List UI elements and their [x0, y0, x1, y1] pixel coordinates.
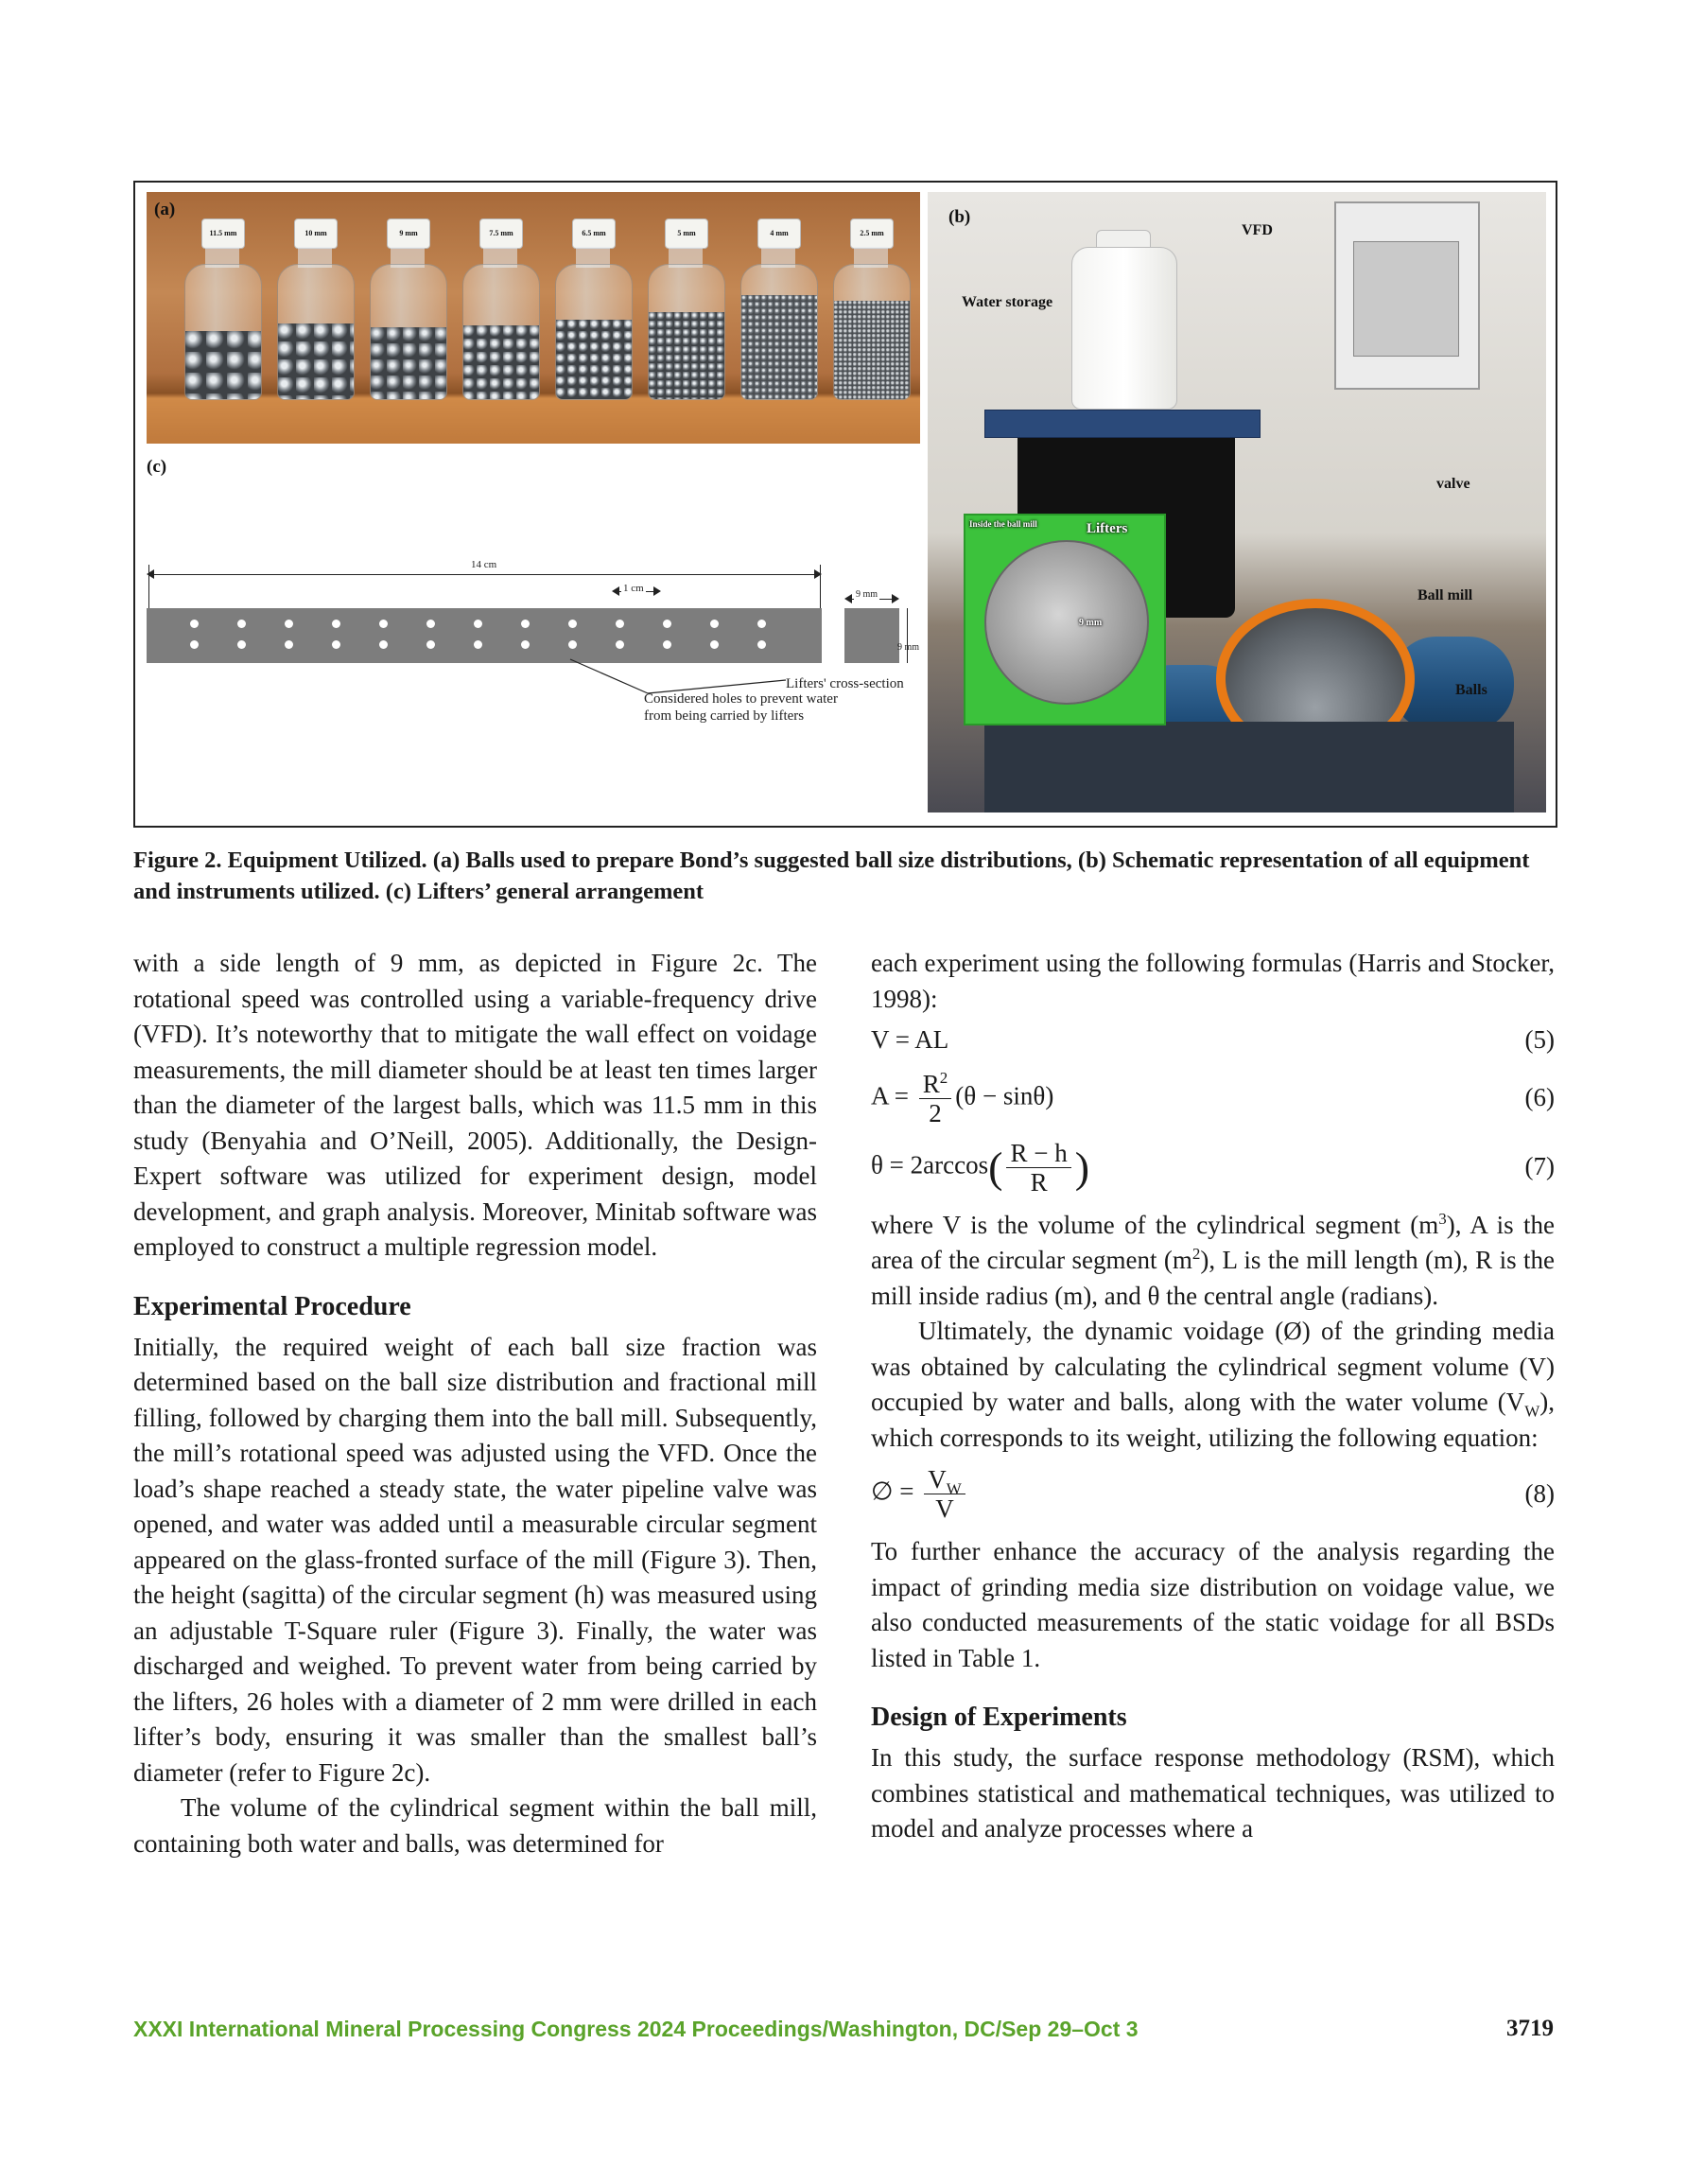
length-dimension-line: [148, 574, 820, 575]
page-number: 3719: [1506, 2016, 1554, 2041]
vfd-cabinet: [1334, 201, 1480, 390]
inside-ball-mill-inset: Inside the ball mill Lifters 9 mm: [964, 514, 1166, 725]
bottle-size-label: 10 mm: [304, 229, 327, 237]
paragraph: with a side length of 9 mm, as depicted in Figure 2c. The rotational speed was controlled using a variable-frequency drive (VFD). It’s noteworthy that to mitigate the wall effect on voidage measurements, the mill diameter should be at least ten times larger than the diameter of the largest balls, which was 11.5 mm in this study (Benyahia and O’Neill, 2005). Additionally, the Design-Expert software was utilized for experiment design, model development, and graph analysis. Moreover, Minitab software was employed to construct a multiple regression model.: [133, 949, 817, 1261]
bottle: [740, 218, 816, 398]
figure-2: [133, 181, 1557, 828]
spacing-label: 1 cm: [623, 583, 644, 594]
lifter-hole: [379, 620, 388, 628]
paragraph: In this study, the surface response methodology (RSM), which combines statistical and mathematical techniques, was utilized to model and analyze processes where a: [871, 1743, 1555, 1843]
left-column: [133, 946, 817, 1861]
holes-note-line1: Considered holes to prevent water: [644, 691, 838, 707]
bottle: [184, 218, 260, 398]
bottle: [462, 218, 538, 398]
panel-c-tag: (c): [147, 457, 167, 477]
lifter-hole: [190, 620, 199, 628]
lifter-hole: [237, 640, 246, 649]
bottle-size-label: 5 mm: [677, 229, 696, 237]
bottle-size-label: 4 mm: [770, 229, 789, 237]
section-heading: Experimental Procedure: [133, 1291, 411, 1321]
lifter-hole: [237, 620, 246, 628]
lifter-hole: [710, 620, 719, 628]
panel-a-tag: (a): [154, 200, 176, 219]
lifter-hole: [663, 640, 671, 649]
cross-section-width-label: 9 mm: [856, 589, 878, 600]
lifter-cross-section: [844, 608, 899, 663]
holes-note-line2: from being carried by lifters: [644, 708, 805, 724]
label-ball-mill: Ball mill: [1417, 587, 1473, 603]
label-valve: valve: [1436, 476, 1470, 492]
lifter-hole: [474, 640, 482, 649]
bottle: [648, 218, 723, 398]
figure-caption: Figure 2. Equipment Utilized. (a) Balls used to prepare Bond’s suggested ball size distributions, (b) Schematic representation of all equipment and instruments utilized. (c) Lifters’ general arrangement: [133, 847, 1530, 904]
equation-8: [871, 1465, 1555, 1523]
lifter-hole: [521, 620, 530, 628]
panel-c-lifters-diagram: [147, 457, 920, 812]
lifter-hole: [710, 640, 719, 649]
cross-section-caption: Lifters' cross-section: [786, 676, 904, 691]
bottle: [555, 218, 631, 398]
lifter-hole: [285, 620, 293, 628]
equation-body: θ = 2arccos( $\frac{R - h}{R}$ ): [871, 1138, 1090, 1197]
paragraph: Initially, the required weight of each ball size fraction was determined based on the ball size distribution and fractional mill filling, followed by charging them into the ball mill. Subsequently, the mill’s rotational speed was adjusted using the VFD. Once the load’s shape reached a steady state, the water pipeline valve was opened, and water was added until a measurable circular segment appeared on the glass-fronted surface of the mill (Figure 3). Then, the height (sagitta) of the circular segment (h) was measured using an adjustable T-Square ruler (Figure 3). Finally, the water was discharged and weighed. To prevent water from being carried by the lifters, 26 holes with a diameter of 2 mm were drilled in each lifter’s body, ensuring it was smaller than the smallest ball’s diameter (refer to Figure 2c).: [133, 1332, 817, 1787]
panel-a-ball-bottles-photo: [147, 192, 920, 444]
bottle: [277, 218, 353, 398]
equation-number: (5): [1524, 1025, 1555, 1054]
label-balls: Balls: [1455, 682, 1487, 698]
lifter-hole: [568, 620, 577, 628]
lifter-hole: [616, 620, 624, 628]
lifter-hole: [332, 620, 340, 628]
paragraph: To further enhance the accuracy of the analysis regarding the impact of grinding media size distribution on voidage value, we also conducted measurements of the static voidage for all BSDs listed in Table 1.: [871, 1537, 1555, 1672]
equation-5: [871, 1022, 1555, 1058]
label-vfd: VFD: [1242, 222, 1273, 238]
cross-section-height-label: 9 mm: [897, 642, 920, 653]
equation-body: ∅ = $\frac{V_W}{V}$: [871, 1465, 969, 1523]
lifter-hole: [426, 620, 435, 628]
lifter-hole: [568, 640, 577, 649]
lifter-hole: [663, 620, 671, 628]
label-9mm: 9 mm: [1079, 618, 1103, 628]
water-storage-jug: [1071, 247, 1177, 410]
label-water-storage: Water storage: [962, 294, 1053, 310]
bottle-size-label: 6.5 mm: [582, 229, 606, 237]
lifter-hole: [757, 640, 766, 649]
section-heading: Design of Experiments: [871, 1703, 1127, 1732]
lifter-hole: [521, 640, 530, 649]
paragraph: The volume of the cylindrical segment within the ball mill, containing both water and balls, was determined for: [133, 1793, 817, 1858]
bottle: [833, 218, 909, 398]
bottle-size-label: 7.5 mm: [489, 229, 513, 237]
lifter-hole: [285, 640, 293, 649]
bottle: [370, 218, 445, 398]
page-footer: [133, 2012, 1554, 2046]
bottle-size-label: 2.5 mm: [860, 229, 884, 237]
lifter-hole: [474, 620, 482, 628]
equation-6: [871, 1070, 1555, 1127]
equation-7: [871, 1139, 1555, 1197]
equation-number: (6): [1524, 1083, 1555, 1112]
lifter-hole: [332, 640, 340, 649]
equation-body: V = AL: [871, 1025, 949, 1054]
lifter-hole: [616, 640, 624, 649]
lifter-hole: [379, 640, 388, 649]
bottle-size-label: 9 mm: [399, 229, 418, 237]
paragraph: Ultimately, the dynamic voidage (Ø) of the grinding media was obtained by calculating the cylindrical segment volume (V) occupied by water and balls, along with the water volume $(V_W)$, which corresponds to its weight, utilizing the following equation:: [871, 1317, 1555, 1452]
right-column: [871, 946, 1555, 1847]
proceedings-title: XXXI International Mineral Processing Congress 2024 Proceedings/Washington, DC/Sep 29–Oct 3: [133, 2016, 1139, 2041]
equation-number: (8): [1524, 1478, 1555, 1508]
lifter-hole: [426, 640, 435, 649]
paragraph: where V is the volume of the cylindrical segment $(m^3)$, A is the area of the circular segment $(m^2)$, L is the mill length (m), R is the mill inside radius (m), and θ the central angle (radians).: [871, 1209, 1555, 1310]
panel-b-equipment-photo: [928, 192, 1546, 812]
paragraph: each experiment using the following formulas (Harris and Stocker, 1998):: [871, 949, 1555, 1013]
length-label: 14 cm: [468, 559, 499, 570]
lifter-hole: [190, 640, 199, 649]
lifter-hole: [757, 620, 766, 628]
label-lifters: Lifters: [1087, 521, 1128, 536]
bottle-size-label: 11.5 mm: [209, 229, 237, 237]
equation-number: (7): [1524, 1152, 1555, 1181]
equation-body: A = $\frac{R^2}{2}$ (θ − sinθ): [871, 1068, 1054, 1127]
panel-b-tag: (b): [948, 207, 971, 227]
